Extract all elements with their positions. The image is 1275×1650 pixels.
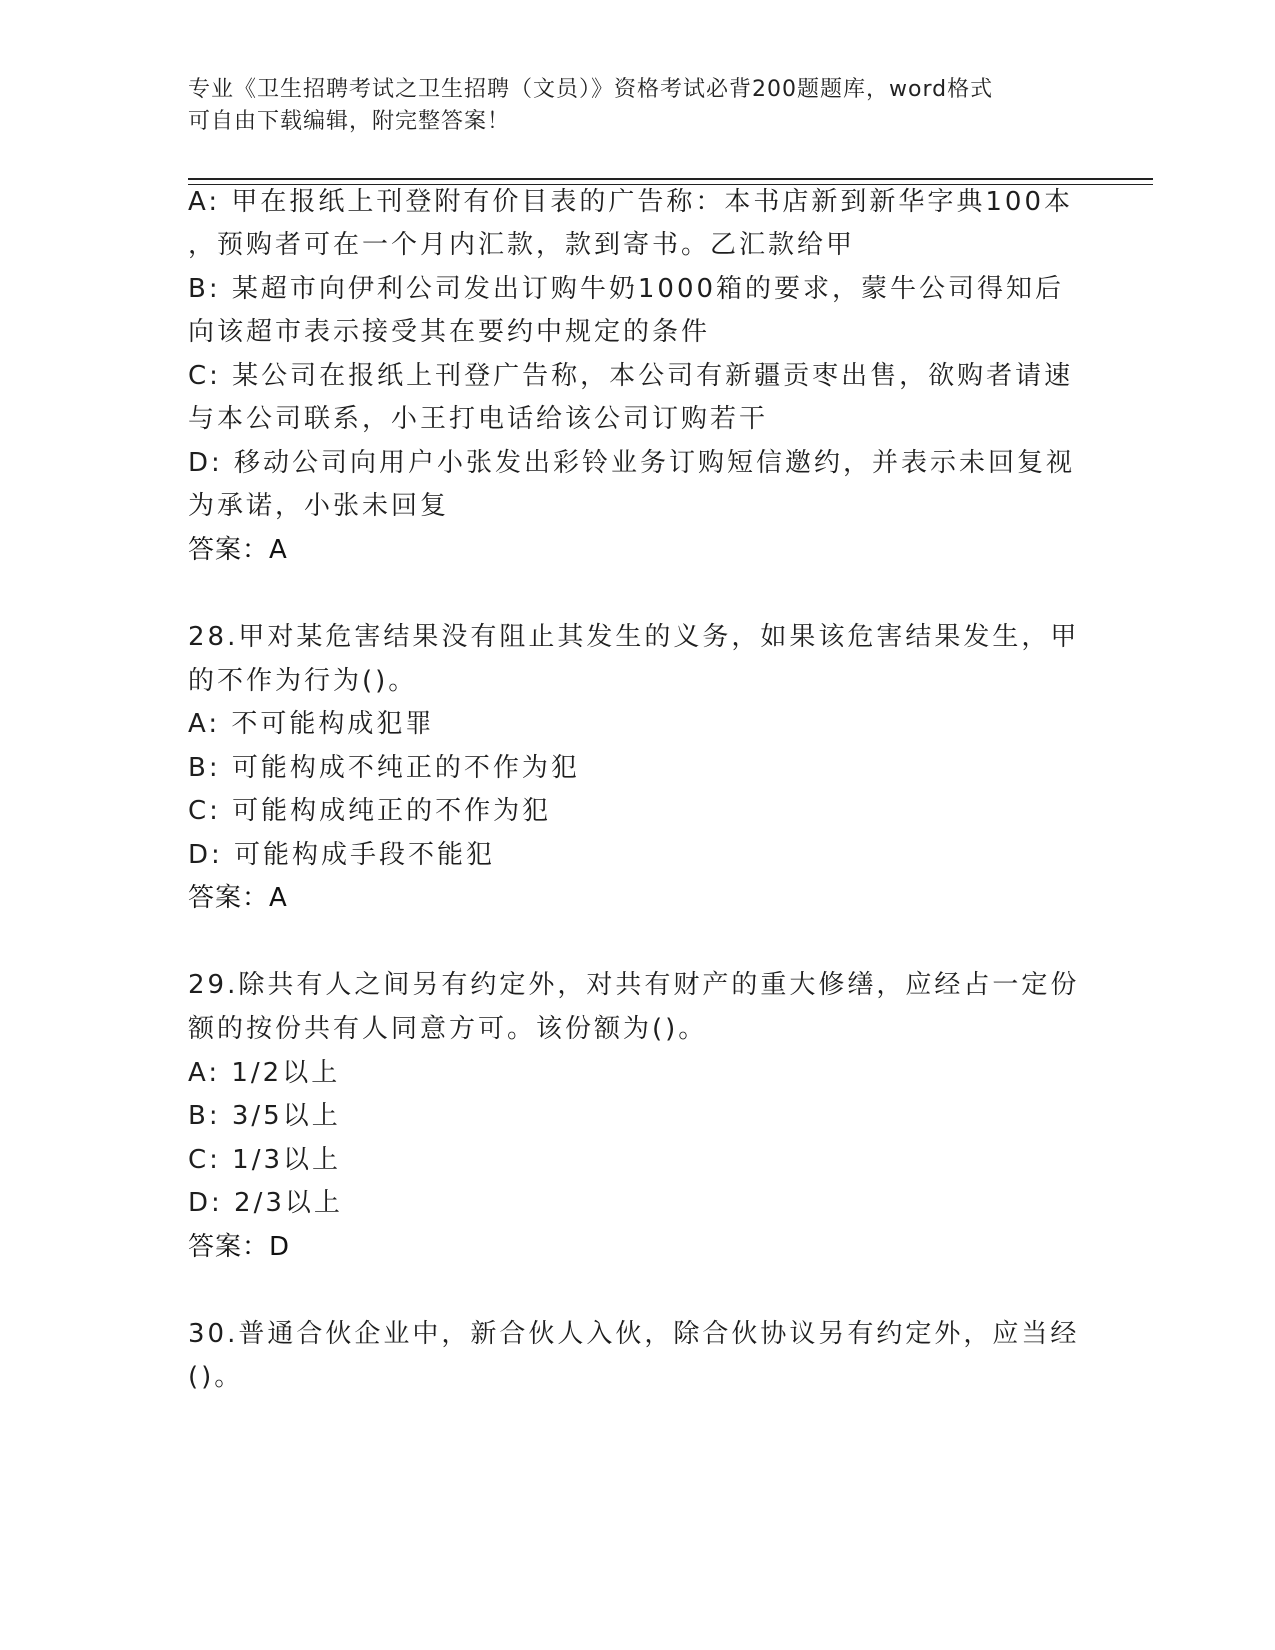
q30-stem-line-1: 30.普通合伙企业中，新合伙人入伙，除合伙协议另有约定外，应当经	[188, 1319, 1080, 1349]
q28-option-c: C: 可能构成纯正的不作为犯	[188, 796, 552, 826]
q28-option-d: D: 可能构成手段不能犯	[188, 840, 496, 870]
q29-stem-line-1: 29.除共有人之间另有约定外，对共有财产的重大修缮，应经占一定份	[188, 970, 1080, 1000]
q27-option-a-line-1: A: 甲在报纸上刊登附有价目表的广告称：本书店新到新华字典100本	[188, 187, 1073, 217]
q28-option-b: B: 可能构成不纯正的不作为犯	[188, 753, 580, 783]
q27-option-d-line-1: D: 移动公司向用户小张发出彩铃业务订购短信邀约，并表示未回复视	[188, 448, 1076, 478]
q29-option-d: D: 2/3以上	[188, 1188, 343, 1218]
q27-option-b-line-1: B: 某超市向伊利公司发出订购牛奶1000箱的要求，蒙牛公司得知后	[188, 274, 1065, 304]
header-title-line-2: 可自由下载编辑，附完整答案！	[188, 109, 511, 134]
q29-stem-line-2: 额的按份共有人同意方可。该份额为()。	[188, 1014, 708, 1044]
q30-stem-line-2: ()。	[188, 1362, 244, 1392]
q27-option-d-line-2: 为承诺，小张未回复	[188, 491, 450, 521]
q29-answer: 答案：D	[188, 1232, 291, 1262]
q28-stem-line-2: 的不作为行为()。	[188, 666, 418, 696]
header-divider-thick	[188, 178, 1153, 180]
q29-option-b: B: 3/5以上	[188, 1101, 341, 1131]
q28-answer: 答案：A	[188, 883, 288, 913]
header-title-line-1: 专业《卫生招聘考试之卫生招聘（文员）》资格考试必背200题题库，word格式	[188, 77, 994, 102]
q27-option-b-line-2: 向该超市表示接受其在要约中规定的条件	[188, 317, 711, 347]
q28-stem-line-1: 28.甲对某危害结果没有阻止其发生的义务，如果该危害结果发生，甲	[188, 622, 1080, 652]
q29-option-c: C: 1/3以上	[188, 1145, 342, 1175]
q27-answer: 答案：A	[188, 535, 288, 565]
q28-option-a: A: 不可能构成犯罪	[188, 709, 435, 739]
q27-option-c-line-1: C: 某公司在报纸上刊登广告称，本公司有新疆贡枣出售，欲购者请速	[188, 361, 1074, 391]
q27-option-c-line-2: 与本公司联系，小王打电话给该公司订购若干	[188, 404, 769, 434]
document-header	[188, 74, 1068, 138]
q29-option-a: A: 1/2以上	[188, 1058, 341, 1088]
q27-option-a-line-2: ，预购者可在一个月内汇款，款到寄书。乙汇款给甲	[188, 230, 856, 260]
